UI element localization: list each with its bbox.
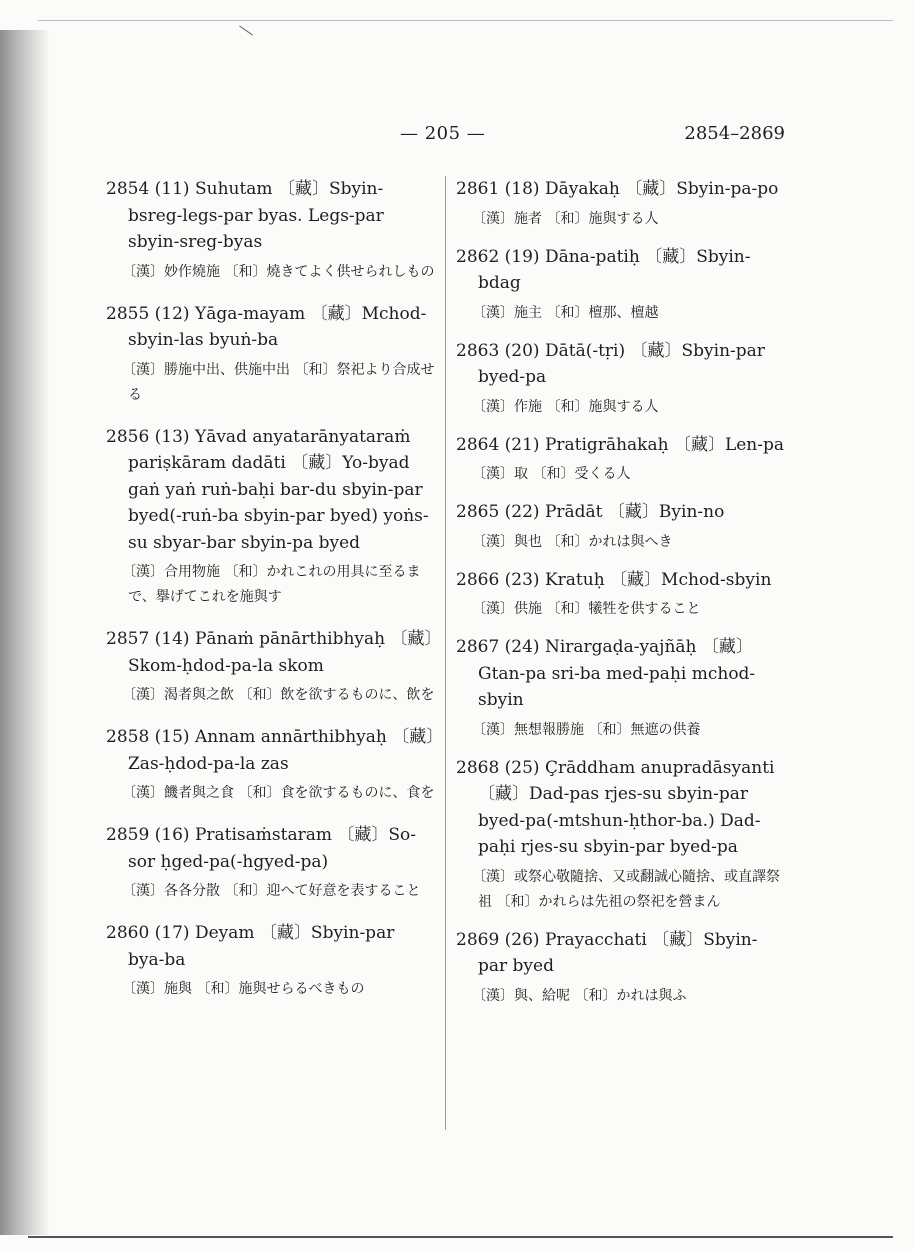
entry-gloss: 〔漢〕渴者與之飲 〔和〕飲を欲するものに、飲を [122,687,435,703]
entry-head: 2866 (23) Kratuḥ 〔藏〕Mchod-sbyin [456,569,772,590]
entry-gloss: 〔漢〕或祭心敬隨捨、又或翻誠心隨捨、或直譯祭祖 〔和〕かれらは先祖の祭祀を營まん [472,868,780,910]
book-spine-shadow [0,30,50,1235]
entry-gloss: 〔漢〕各各分散 〔和〕迎へて好意を表すること [122,883,421,899]
left-column [106,176,436,1018]
entry-2864 [456,432,786,488]
entry-head: 2863 (20) Dātā(-tṛi) 〔藏〕Sbyin-par byed-pa [456,340,765,387]
entry-head: 2865 (22) Prādāt 〔藏〕Byin-no [456,502,725,522]
entry-gloss: 〔漢〕供施 〔和〕犧牲を供すること [472,601,701,617]
bottom-rule [28,1236,893,1238]
entry-2854 [106,176,436,285]
entry-head: 2857 (14) Pānaṁ pānārthibhyaḥ 〔藏〕Skom-ḥdod-pa-la skom [106,629,434,676]
entry-2857 [106,626,436,708]
entry-2856 [106,424,436,611]
entry-gloss: 〔漢〕施與 〔和〕施與せらるべきもの [122,981,365,997]
entry-head: 2862 (19) Dāna-patiḥ 〔藏〕Sbyin-bdag [456,246,751,293]
entry-2869 [456,927,786,1009]
entry-head: 2859 (16) Pratisaṁstaram 〔藏〕So-sor ḥged-pa(-hgyed-pa) [106,825,417,872]
entry-gloss: 〔漢〕施主 〔和〕檀那、檀越 [472,304,659,321]
entry-head: 2864 (21) Pratigrāhakaḥ 〔藏〕Len-pa [456,434,785,455]
entry-2861 [456,176,786,232]
entry-head: 2855 (12) Yāga-mayam 〔藏〕Mchod-sbyin-las byuṅ-ba [106,303,427,350]
entry-2860 [106,920,436,1002]
page-number: — 205 — [400,123,486,144]
entry-head: 2854 (11) Suhutam 〔藏〕Sbyin-bsreg-legs-par byas. Legs-par sbyin-sreg-byas [106,179,384,252]
entry-head: 2860 (17) Deyam 〔藏〕Sbyin-par bya-ba [106,923,395,970]
entry-2862 [456,244,786,326]
entry-2855 [106,301,436,408]
entry-head: 2869 (26) Prayacchati 〔藏〕Sbyin-par byed [456,929,758,976]
top-rule [38,20,893,21]
entry-gloss: 〔漢〕施者 〔和〕施與する人 [472,210,659,227]
entry-head: 2861 (18) Dāyakaḥ 〔藏〕Sbyin-pa-po [456,179,779,199]
pencil-mark [239,26,253,36]
entry-2865 [456,499,786,555]
entry-gloss: 〔漢〕饑者與之食 〔和〕食を欲するものに、食を [122,785,435,801]
entry-2859 [106,822,436,904]
entry-gloss: 〔漢〕與、給呢 〔和〕かれは與ふ [472,987,687,1004]
entry-gloss: 〔漢〕作施 〔和〕施與する人 [472,398,659,415]
entry-gloss: 〔漢〕取 〔和〕受くる人 [472,466,631,482]
entry-2866 [456,567,786,623]
entry-head: 2867 (24) Nirargaḍa-yajñāḥ 〔藏〕Gtan-pa sri-ba med-paḥi mchod-sbyin [456,637,756,710]
entry-2867 [456,634,786,743]
entry-2858 [106,724,436,806]
entry-gloss: 〔漢〕妙作燒施 〔和〕燒きてよく供せられしもの [122,263,435,280]
entry-2863 [456,338,786,420]
entry-gloss: 〔漢〕勝施中出、供施中出 〔和〕祭祀より合成せる [122,361,435,403]
right-column [456,176,786,1021]
entry-head: 2868 (25) Çrāddham anupradāsyanti 〔藏〕Dad-pas rjes-su sbyin-par byed-pa(-mtshun-ḥthor-ba.) Dad-paḥi rjes-su sbyin-par byed-pa [456,757,775,857]
entry-gloss: 〔漢〕合用物施 〔和〕かれこれの用具に至るまで、擧げてこれを施與す [122,564,421,605]
entry-head: 2856 (13) Yāvad anyatarānyataraṁ pariṣkāram dadāti 〔藏〕Yo-byad gaṅ yaṅ ruṅ-baḥi bar-du sbyin-par byed(-ruṅ-ba sbyin-par byed) yoṅs-su sbyar-bar sbyin-pa byed [106,426,429,553]
entry-gloss: 〔漢〕無想報勝施 〔和〕無遮の供養 [472,721,701,738]
entry-head: 2858 (15) Annam annārthibhyaḥ 〔藏〕Zas-ḥdod-pa-la zas [106,727,435,774]
entry-range: 2854–2869 [684,123,785,144]
column-divider [445,176,446,1130]
entry-gloss: 〔漢〕與也 〔和〕かれは與へき [472,533,673,550]
entry-2868 [456,755,786,915]
